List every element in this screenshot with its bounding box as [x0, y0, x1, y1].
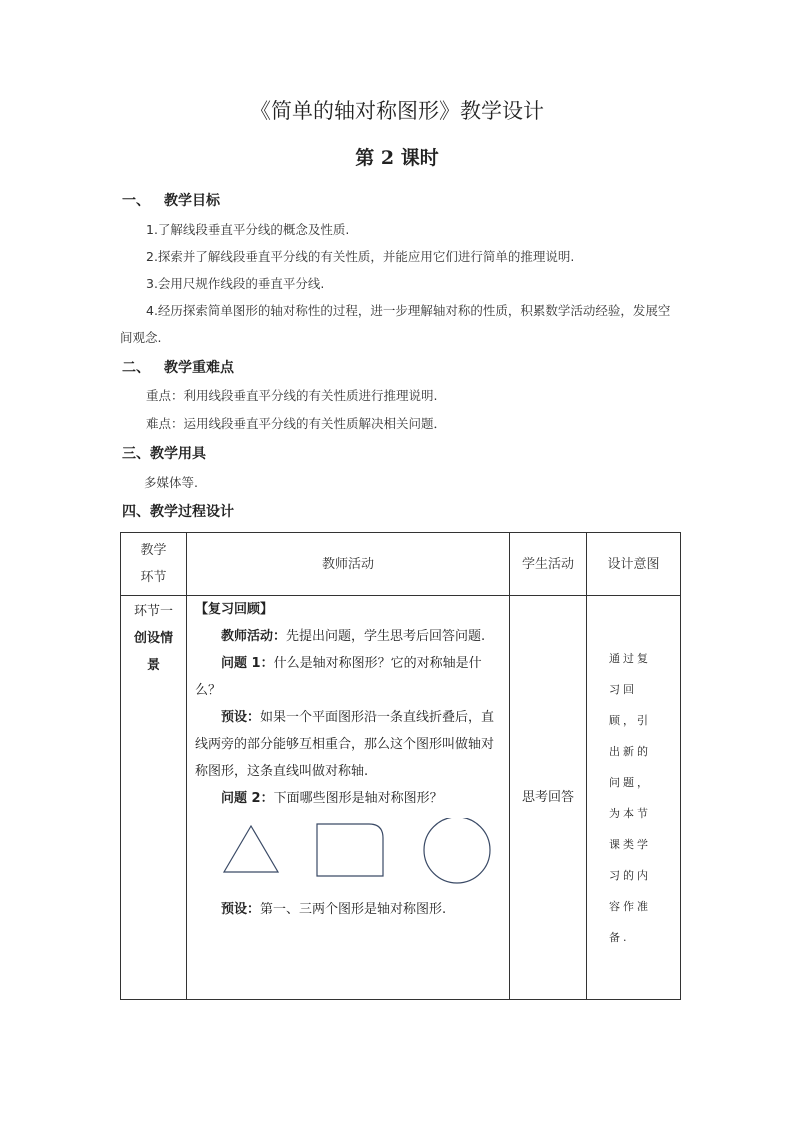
question-label: 问题 1： — [221, 656, 274, 671]
preset-label: 预设： — [221, 710, 261, 725]
objective-item: 3.会用尺规作线段的垂直平分线. — [146, 276, 325, 291]
rounded-corner-rectangle-shape — [317, 824, 383, 876]
question-1-paragraph — [195, 650, 503, 704]
key-point-item: 难点：运用线段垂直平分线的有关性质解决相关问题． — [146, 416, 447, 431]
section-heading-key-points — [122, 357, 234, 379]
preset-2-paragraph — [195, 896, 503, 923]
symmetry-figures — [221, 818, 501, 890]
header-teacher: 教师活动 — [187, 533, 510, 596]
section-heading-objectives — [122, 190, 220, 212]
objective-item: 1.了解线段垂直平分线的概念及性质. — [146, 222, 350, 237]
header-design: 设计意图 — [587, 533, 681, 596]
key-point-item: 重点：利用线段垂直平分线的有关性质进行推理说明. — [146, 388, 438, 403]
objective-item: 4.经历探索简单图形的轴对称性的过程，进一步理解轴对称的性质，积累数学活动经验，发展空间观念. — [120, 303, 671, 345]
objective-item: 2.探索并了解线段垂直平分线的有关性质，并能应用它们进行简单的推理说明. — [146, 249, 575, 264]
preset-1-paragraph — [195, 704, 503, 785]
design-intent-cell: 通过复习回顾，引出新的问题，为本节课类学习的内容作准备. — [587, 596, 681, 1000]
teacher-activity-cell — [187, 596, 510, 1000]
teacher-activity-paragraph — [195, 623, 503, 650]
triangle-shape — [224, 826, 278, 872]
stage-name: 创设情 — [133, 631, 173, 646]
section-label: 教学重难点 — [164, 360, 234, 376]
page-subtitle: 第 2 课时 — [355, 147, 439, 169]
preset-text: 如果一个平面图形沿一条直线折叠后，直线两旁的部分能够互相重合，那么这个图形叫做轴对称图形，这条直线叫做对称轴. — [195, 710, 495, 779]
preset-text: 第一、三两个图形是轴对称图形. — [260, 902, 447, 917]
section-number: 二、 — [122, 360, 150, 376]
tools-item: 多媒体等. — [144, 475, 198, 490]
stage-name: 景 — [146, 658, 160, 673]
question-2-paragraph — [195, 785, 503, 812]
question-label: 问题 2： — [221, 791, 274, 806]
stage-cell — [121, 596, 187, 1000]
header-stage — [121, 533, 187, 596]
activity-text: 先提出问题，学生思考后回答问题. — [286, 629, 486, 644]
section-tag: 【复习回顾】 — [195, 602, 274, 617]
header-student: 学生活动 — [510, 533, 587, 596]
question-text: 下面哪些图形是轴对称图形？ — [273, 791, 443, 806]
activity-label: 教师活动： — [221, 629, 287, 644]
header-stage-line: 教学 — [140, 543, 167, 558]
header-stage-line: 环节 — [140, 570, 167, 585]
process-table — [120, 532, 681, 1000]
section-heading-process: 四、教学过程设计 — [122, 504, 234, 520]
page-title: 《简单的轴对称图形》教学设计 — [250, 99, 544, 123]
circle-shape — [424, 818, 490, 883]
preset-label: 预设： — [221, 902, 261, 917]
question-text: 什么是轴对称图形？它的对称轴是什么？ — [195, 656, 482, 698]
section-label: 教学目标 — [164, 193, 220, 209]
student-activity-cell: 思考回答 — [510, 596, 587, 1000]
stage-number: 环节一 — [133, 604, 173, 619]
section-number: 一、 — [122, 193, 150, 209]
table-header-row — [121, 533, 681, 596]
section-heading-tools: 三、教学用具 — [122, 446, 206, 462]
table-row — [121, 596, 681, 1000]
